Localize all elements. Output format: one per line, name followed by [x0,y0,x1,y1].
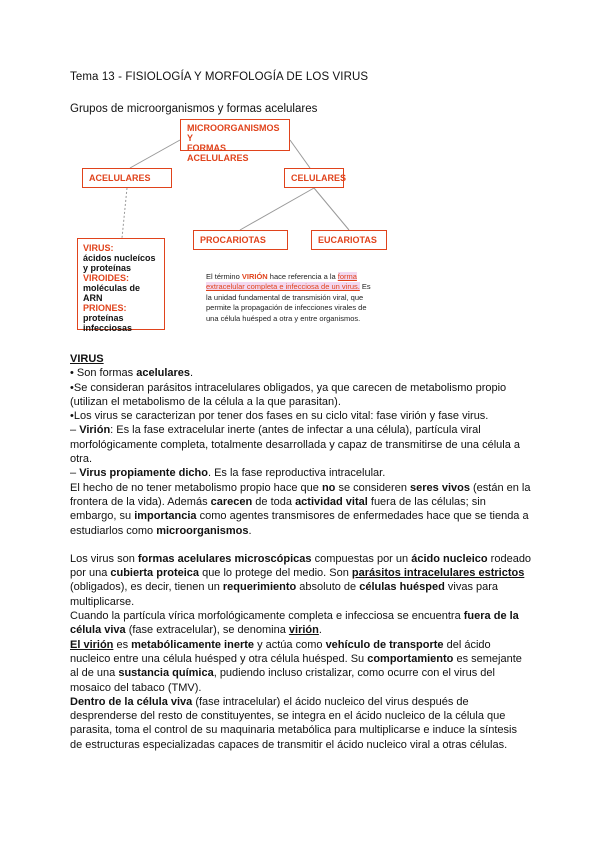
celulares-node: CELULARES [284,168,344,188]
connector-celulares-eucariotas [314,188,349,230]
paragraph-virion-def: Cuando la partícula vírica morfológicamente completa e infecciosa se encuentra fuera de la célula viva (fase extracelular), se denomina virión. [70,610,519,637]
paragraph-intracelular: Dentro de la célula viva (fase intracelular) el ácido nucleico del virus después de desprenderse del resto de constituyentes, se integra en el ácido nucleico de la célula que parasita, toma el control de su maquinaria metabólica para multiplicarse e induce la síntesis de estructuras especializadas capaces de transmitir el ácido nucleico viral a otras células. [70,695,517,751]
root-node: MICROORGANISMOS Y FORMAS ACELULARES [180,119,290,151]
paragraph-metabolismo: El hecho de no tener metabolismo propio hace que no se consideren seres vivos (están en la frontera de la vida). Además carecen de toda actividad vital fuera de las células; sin embargo, su importancia como agentes transmisores de enfermedades hace que se tienda a estudiarlos como microorganismos. [70,481,531,537]
bullet-parasitos: •Se consideran parásitos intracelulares obligados, ya que carecen de metabolismo propio (utilizan el metabolismo de la célula a la que parasitan). [70,381,507,408]
classification-diagram [0,0,600,345]
body-text [70,352,532,752]
virus-label: VIRUS: [83,243,114,253]
dash-virion: – Virión: Es la fase extracelular inerte (antes de infectar a una célula), partícula viral morfológicamente completa, totalmente desarrollada y capaz de transmitirse de una célula a otra. [70,424,521,466]
procariotas-node: PROCARIOTAS [193,230,288,250]
paragraph-formas: Los virus son formas acelulares microscópicas compuestas por un ácido nucleico rodeado por una cubierta proteica que lo protege del medio. Son parásitos intracelulares estrictos (obligados), es decir, tienen un requerimiento absoluto de células huésped vivas para multiplicarse. [70,552,532,608]
dash-virus: – Virus propiamente dicho. Es la fase reproductiva intracelular. [70,467,386,480]
connector-root-acelulares [130,140,180,168]
virion-note: El término VIRIÓN hace referencia a la forma extracelular completa e infecciosa de un virus. Es la unidad fundamental de transmisión viral, que permite la propagación de infecciones virales de una célula huésped a otra y entre organismos. [206,272,371,323]
priones-label: PRIONES: [83,303,127,313]
eucariotas-node: EUCARIOTAS [311,230,387,250]
viroides-text: moléculas de ARN [83,283,141,303]
priones-text: proteínas infecciosas [83,313,133,333]
bullet-acelulares: • Son formas acelulares. [70,367,194,380]
acelulares-types-box [77,238,165,333]
viroides-label: VIROIDES: [83,273,130,283]
connector-root-celulares [290,140,310,168]
page-title: Tema 13 - FISIOLOGÍA Y MORFOLOGÍA DE LOS VIRUS [70,71,369,83]
connector-celulares-procariotas [240,188,314,230]
section-heading: VIRUS [70,353,104,365]
virus-text: ácidos nucleícos y proteínas [83,253,156,273]
connector-acelulares-virus [122,188,127,238]
paragraph-virion-inerte: El virión es metabólicamente inerte y actúa como vehículo de transporte del ácido nucleico entre una célula huésped y otra célula huésped. Su comportamiento es semejante al de una sustancia química, pudiendo incluso cristalizar, como ocurre con el virus del mosaico del tabaco (TMV). [70,638,522,694]
section-subtitle: Grupos de microorganismos y formas acelulares [70,103,318,115]
acelulares-node: ACELULARES [82,168,172,188]
bullet-fases: •Los virus se caracterizan por tener dos fases en su ciclo vital: fase virión y fase virus. [70,410,489,423]
